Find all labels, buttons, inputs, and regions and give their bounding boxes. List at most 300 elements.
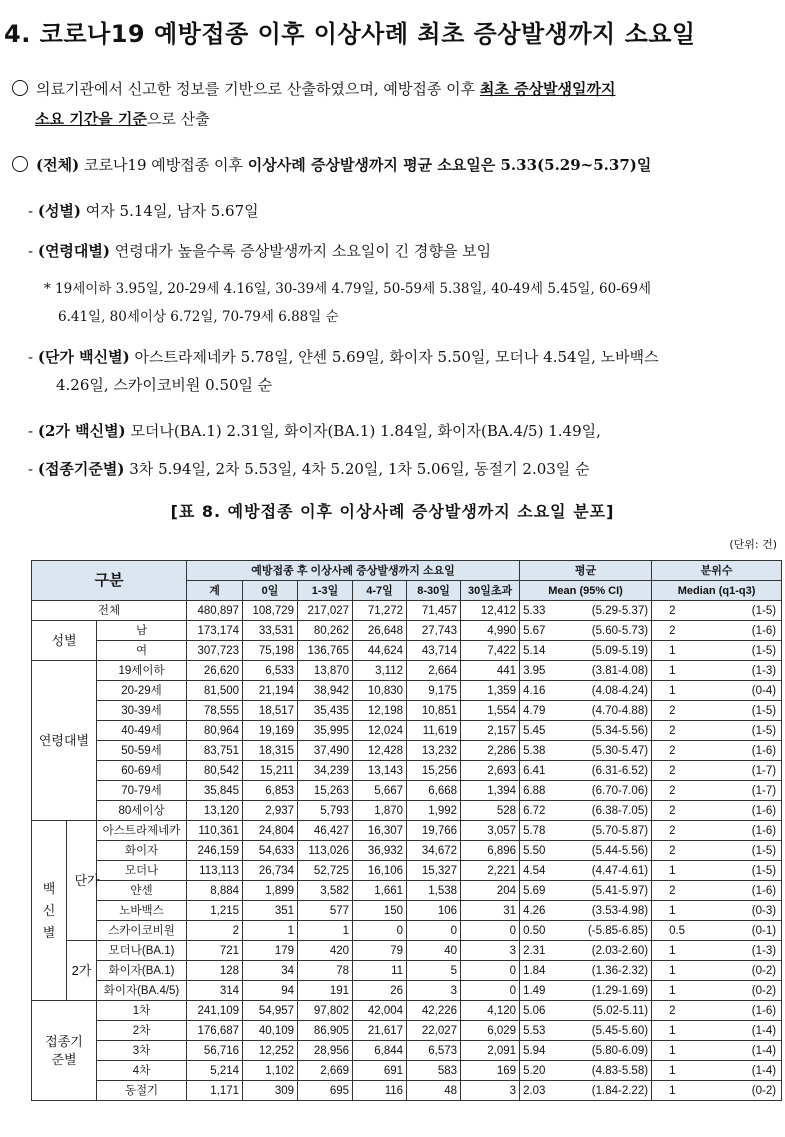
mean-ci-cell — [520, 901, 652, 921]
mean-ci-cell — [520, 1081, 652, 1101]
header-quantile-sub: Median (q1-q3) — [652, 581, 782, 601]
count-cell: 12,412 — [461, 601, 520, 621]
quantile-range: (1-5) — [751, 644, 777, 657]
count-cell: 116 — [353, 1081, 407, 1101]
mean-value: 6.88 — [523, 784, 546, 797]
mean-value: 5.06 — [523, 1004, 546, 1017]
ci-range: (6.31-6.52) — [591, 764, 649, 777]
section-heading: 4. 코로나19 예방접종 이후 이상사례 최초 증상발생까지 소요일 — [4, 20, 696, 48]
count-cell: 2 — [187, 921, 243, 941]
median-value: 2 — [669, 804, 676, 817]
count-cell: 75,198 — [243, 641, 298, 661]
median-quantile-cell — [652, 721, 782, 741]
table-row — [32, 621, 782, 641]
count-cell: 40,109 — [243, 1021, 298, 1041]
intro-emphasis: 최초 증상발생일까지 — [479, 80, 616, 98]
mean-value: 5.94 — [523, 1044, 546, 1057]
count-cell: 35,845 — [187, 781, 243, 801]
mean-ci-cell — [520, 661, 652, 681]
mean-ci-cell — [520, 781, 652, 801]
quantile-range: (1-4) — [751, 1044, 777, 1057]
mean-value: 5.38 — [523, 744, 546, 757]
count-cell: 6,533 — [243, 661, 298, 681]
count-cell: 695 — [298, 1081, 353, 1101]
median-quantile-cell — [652, 601, 782, 621]
table-row — [32, 1081, 782, 1101]
count-cell: 2,937 — [243, 801, 298, 821]
count-cell: 136,765 — [298, 641, 353, 661]
table-row — [32, 781, 782, 801]
bullet-circle-icon — [12, 156, 28, 172]
table-row — [32, 741, 782, 761]
mean-value: 5.69 — [523, 884, 546, 897]
quantile-range: (1-5) — [751, 604, 777, 617]
mean-ci-cell — [520, 1001, 652, 1021]
mean-value: 2.03 — [523, 1084, 546, 1097]
count-cell: 528 — [461, 801, 520, 821]
count-cell: 43,714 — [407, 641, 461, 661]
count-cell: 80,542 — [187, 761, 243, 781]
ci-range: (-5.85-6.85) — [587, 924, 649, 937]
count-cell: 6,668 — [407, 781, 461, 801]
median-quantile-cell — [652, 621, 782, 641]
count-cell: 0 — [461, 921, 520, 941]
count-cell: 79 — [353, 941, 407, 961]
mean-ci-cell — [520, 621, 652, 641]
ci-range: (5.34-5.56) — [591, 724, 649, 737]
count-cell: 13,232 — [407, 741, 461, 761]
median-value: 1 — [669, 944, 676, 957]
count-cell: 106 — [407, 901, 461, 921]
quantile-range: (1-5) — [751, 704, 777, 717]
table-row — [32, 961, 782, 981]
count-cell: 1,215 — [187, 901, 243, 921]
sex-line: - (성별) 여자 5.14일, 남자 5.67일 — [28, 202, 259, 220]
count-cell: 0 — [461, 981, 520, 1001]
median-quantile-cell — [652, 761, 782, 781]
row-label: 20-29세 — [97, 681, 187, 701]
count-cell: 26,734 — [243, 861, 298, 881]
age-note-text-2: 6.41일, 80세이상 6.72일, 70-79세 6.88일 순 — [58, 309, 339, 325]
count-cell: 480,897 — [187, 601, 243, 621]
header-col-1: 0일 — [243, 581, 298, 601]
ci-range: (6.38-7.05) — [591, 804, 649, 817]
count-cell: 15,256 — [407, 761, 461, 781]
median-value: 1 — [669, 684, 676, 697]
table-row — [32, 921, 782, 941]
table-row — [32, 1061, 782, 1081]
count-cell: 150 — [353, 901, 407, 921]
median-value: 2 — [669, 784, 676, 797]
table-row — [32, 801, 782, 821]
count-cell: 314 — [187, 981, 243, 1001]
count-cell: 179 — [243, 941, 298, 961]
count-cell: 721 — [187, 941, 243, 961]
median-quantile-cell — [652, 1081, 782, 1101]
mean-ci-cell — [520, 1021, 652, 1041]
median-value: 1 — [669, 1024, 676, 1037]
ci-range: (1.29-1.69) — [591, 984, 649, 997]
row-label: 50-59세 — [97, 741, 187, 761]
table-row — [32, 761, 782, 781]
count-cell: 13,870 — [298, 661, 353, 681]
median-quantile-cell — [652, 841, 782, 861]
count-cell: 6,896 — [461, 841, 520, 861]
median-quantile-cell — [652, 821, 782, 841]
count-cell: 113,026 — [298, 841, 353, 861]
mean-value: 5.45 — [523, 724, 546, 737]
quantile-range: (1-7) — [751, 784, 777, 797]
mean-value: 5.78 — [523, 824, 546, 837]
mean-ci-cell — [520, 881, 652, 901]
count-cell: 307,723 — [187, 641, 243, 661]
header-col-3: 4-7일 — [353, 581, 407, 601]
count-cell: 83,751 — [187, 741, 243, 761]
table-row — [32, 901, 782, 921]
count-cell: 10,851 — [407, 701, 461, 721]
count-cell: 24,804 — [243, 821, 298, 841]
table-row — [32, 841, 782, 861]
header-col-5: 30일초과 — [461, 581, 520, 601]
count-cell: 173,174 — [187, 621, 243, 641]
count-cell: 1 — [298, 921, 353, 941]
age-line: - (연령대별) 연령대가 높을수록 증상발생까지 소요일이 긴 경향을 보임 — [28, 242, 492, 260]
count-cell: 6,844 — [353, 1041, 407, 1061]
quantile-range: (1-5) — [751, 864, 777, 877]
median-value: 1 — [669, 1044, 676, 1057]
ci-range: (4.83-5.58) — [591, 1064, 649, 1077]
row-label: 화이자(BA.4/5) — [97, 981, 187, 1001]
mean-ci-cell — [520, 921, 652, 941]
median-quantile-cell — [652, 681, 782, 701]
quantile-range: (1-7) — [751, 764, 777, 777]
quantile-range: (0-4) — [751, 684, 777, 697]
quantile-range: (1-6) — [751, 804, 777, 817]
mean-value: 5.14 — [523, 644, 546, 657]
count-cell: 6,573 — [407, 1041, 461, 1061]
ci-range: (5.45-5.60) — [591, 1024, 649, 1037]
row-label: 40-49세 — [97, 721, 187, 741]
count-cell: 13,120 — [187, 801, 243, 821]
mean-value: 2.31 — [523, 944, 546, 957]
count-cell: 16,307 — [353, 821, 407, 841]
intro-text-2: 으로 산출 — [146, 110, 210, 128]
count-cell: 94 — [243, 981, 298, 1001]
sex-label: (성별) — [37, 202, 82, 220]
count-cell: 35,435 — [298, 701, 353, 721]
count-cell: 21,617 — [353, 1021, 407, 1041]
median-value: 1 — [669, 904, 676, 917]
count-cell: 0 — [461, 961, 520, 981]
count-cell: 40 — [407, 941, 461, 961]
median-value: 1 — [669, 984, 676, 997]
row-label: 남 — [97, 621, 187, 641]
table-row — [32, 861, 782, 881]
group-label-mono — [67, 821, 100, 941]
count-cell: 18,517 — [243, 701, 298, 721]
count-cell: 12,252 — [243, 1041, 298, 1061]
ci-range: (1.84-2.22) — [591, 1084, 649, 1097]
age-text: 연령대가 높을수록 증상발생까지 소요일이 긴 경향을 보임 — [110, 242, 492, 260]
ci-range: (5.02-5.11) — [592, 1004, 649, 1017]
count-cell: 12,024 — [353, 721, 407, 741]
count-cell: 15,327 — [407, 861, 461, 881]
median-value: 1 — [669, 864, 676, 877]
count-cell: 1 — [243, 921, 298, 941]
count-cell: 19,766 — [407, 821, 461, 841]
count-cell: 6,029 — [461, 1021, 520, 1041]
count-cell: 309 — [243, 1081, 298, 1101]
mean-value: 6.72 — [523, 804, 546, 817]
count-cell: 7,422 — [461, 641, 520, 661]
row-label: 70-79세 — [97, 781, 187, 801]
median-quantile-cell — [652, 701, 782, 721]
quantile-range: (1-6) — [751, 744, 777, 757]
count-cell: 78,555 — [187, 701, 243, 721]
count-cell: 42,004 — [353, 1001, 407, 1021]
count-cell: 441 — [461, 661, 520, 681]
quantile-range: (1-3) — [751, 664, 777, 677]
mean-ci-cell — [520, 841, 652, 861]
overall-emphasis: 이상사례 증상발생까지 평균 소요일은 5.33(5.29~5.37)일 — [247, 156, 652, 174]
count-cell: 35,995 — [298, 721, 353, 741]
ci-range: (4.70-4.88) — [591, 704, 649, 717]
median-value: 2 — [669, 764, 676, 777]
header-days-span: 예방접종 후 이상사례 증상발생까지 소요일 — [187, 561, 520, 581]
intro-text: 의료기관에서 신고한 정보를 기반으로 산출하였으며, 예방접종 이후 — [36, 80, 480, 98]
mean-ci-cell — [520, 961, 652, 981]
row-label: 동절기 — [97, 1081, 187, 1101]
ci-range: (6.70-7.06) — [591, 784, 649, 797]
count-cell: 44,624 — [353, 641, 407, 661]
group-label-mono-text: 단가 — [74, 872, 100, 888]
row-label: 노바백스 — [97, 901, 187, 921]
count-cell: 3 — [407, 981, 461, 1001]
header-col-0: 계 — [187, 581, 243, 601]
count-cell: 56,716 — [187, 1041, 243, 1061]
table-row — [32, 601, 782, 621]
count-cell: 246,159 — [187, 841, 243, 861]
count-cell: 26,620 — [187, 661, 243, 681]
median-value: 2 — [669, 604, 676, 617]
header-col-2: 1-3일 — [298, 581, 353, 601]
count-cell: 2,286 — [461, 741, 520, 761]
overall-label: (전체) — [36, 156, 80, 174]
count-cell: 38,942 — [298, 681, 353, 701]
count-cell: 37,490 — [298, 741, 353, 761]
row-label: 전체 — [32, 601, 187, 621]
mono-line-2 — [56, 374, 272, 396]
count-cell: 5,667 — [353, 781, 407, 801]
quantile-range: (0-2) — [751, 984, 777, 997]
intro-line-2 — [35, 108, 210, 130]
count-cell: 2,669 — [298, 1061, 353, 1081]
count-cell: 3 — [461, 1081, 520, 1101]
median-quantile-cell — [652, 981, 782, 1001]
unit-note: (단위: 건) — [729, 538, 777, 551]
row-label: 2차 — [97, 1021, 187, 1041]
mean-value: 4.79 — [523, 704, 546, 717]
dose-text: 3차 5.94일, 2차 5.53일, 4차 5.20일, 1차 5.06일, 동절기 2.03일 순 — [124, 460, 590, 478]
mean-ci-cell — [520, 601, 652, 621]
age-note-line-1: * 19세이하 3.95일, 20-29세 4.16일, 30-39세 4.79일, 50-59세 5.38일, 40-49세 5.45일, 60-69세 — [44, 281, 652, 297]
table-row — [32, 681, 782, 701]
table-row — [32, 941, 782, 961]
count-cell: 13,143 — [353, 761, 407, 781]
bullet-circle-icon — [12, 80, 28, 96]
count-cell: 241,109 — [187, 1001, 243, 1021]
count-cell: 217,027 — [298, 601, 353, 621]
count-cell: 577 — [298, 901, 353, 921]
bivalent-label: (2가 백신별) — [37, 422, 126, 440]
count-cell: 191 — [298, 981, 353, 1001]
ci-range: (5.09-5.19) — [591, 644, 649, 657]
row-label: 모더나 — [97, 861, 187, 881]
count-cell: 1,394 — [461, 781, 520, 801]
group-label-dose-text: 접종기준별 — [45, 1033, 83, 1067]
count-cell: 420 — [298, 941, 353, 961]
count-cell: 1,899 — [243, 881, 298, 901]
mean-ci-cell — [520, 761, 652, 781]
count-cell: 27,743 — [407, 621, 461, 641]
mean-value: 0.50 — [523, 924, 546, 937]
median-quantile-cell — [652, 861, 782, 881]
mean-value: 5.67 — [523, 624, 546, 637]
row-label: 모더나(BA.1) — [97, 941, 187, 961]
median-quantile-cell — [652, 661, 782, 681]
mean-ci-cell — [520, 1041, 652, 1061]
table-row — [32, 1001, 782, 1021]
median-quantile-cell — [652, 901, 782, 921]
median-quantile-cell — [652, 741, 782, 761]
sex-text: 여자 5.14일, 남자 5.67일 — [81, 202, 259, 220]
row-label: 60-69세 — [97, 761, 187, 781]
median-value: 0.5 — [669, 924, 686, 937]
mean-value: 4.54 — [523, 864, 546, 877]
row-label: 여 — [97, 641, 187, 661]
mean-ci-cell — [520, 721, 652, 741]
count-cell: 18,315 — [243, 741, 298, 761]
median-quantile-cell — [652, 961, 782, 981]
overall-text: 코로나19 예방접종 이후 — [79, 156, 248, 174]
ci-range: (3.53-4.98) — [591, 904, 649, 917]
mono-line-1: - (단가 백신별) 아스트라제네카 5.78일, 얀센 5.69일, 화이자 5.50일, 모더나 4.54일, 노바백스 — [28, 348, 659, 366]
count-cell: 110,361 — [187, 821, 243, 841]
ci-range: (5.30-5.47) — [591, 744, 649, 757]
count-cell: 4,990 — [461, 621, 520, 641]
quantile-range: (0-3) — [751, 904, 777, 917]
mean-ci-cell — [520, 1061, 652, 1081]
count-cell: 81,500 — [187, 681, 243, 701]
row-label: 1차 — [97, 1001, 187, 1021]
count-cell: 80,262 — [298, 621, 353, 641]
count-cell: 3,057 — [461, 821, 520, 841]
count-cell: 9,175 — [407, 681, 461, 701]
count-cell: 52,725 — [298, 861, 353, 881]
row-label: 스카이코비원 — [97, 921, 187, 941]
count-cell: 8,884 — [187, 881, 243, 901]
age-note-line-2 — [58, 306, 339, 328]
count-cell: 128 — [187, 961, 243, 981]
median-value: 2 — [669, 624, 676, 637]
table-row — [32, 881, 782, 901]
median-value: 1 — [669, 1064, 676, 1077]
age-label: (연령대별) — [37, 242, 110, 260]
median-value: 1 — [669, 644, 676, 657]
median-value: 2 — [669, 724, 676, 737]
ci-range: (3.81-4.08) — [591, 664, 649, 677]
quantile-range: (1-5) — [751, 724, 777, 737]
count-cell: 28,956 — [298, 1041, 353, 1061]
count-cell: 71,272 — [353, 601, 407, 621]
count-cell: 1,661 — [353, 881, 407, 901]
count-cell: 2,091 — [461, 1041, 520, 1061]
median-quantile-cell — [652, 1061, 782, 1081]
mono-label: (단가 백신별) — [37, 348, 130, 366]
quantile-range: (0-2) — [751, 964, 777, 977]
table-row — [32, 701, 782, 721]
count-cell: 46,427 — [298, 821, 353, 841]
count-cell: 0 — [407, 921, 461, 941]
quantile-range: (1-5) — [751, 844, 777, 857]
count-cell: 12,428 — [353, 741, 407, 761]
mean-value: 5.50 — [523, 844, 546, 857]
median-value: 1 — [669, 664, 676, 677]
table-row — [32, 1021, 782, 1041]
median-value: 1 — [669, 964, 676, 977]
mean-value: 6.41 — [523, 764, 546, 777]
count-cell: 34 — [243, 961, 298, 981]
count-cell: 11 — [353, 961, 407, 981]
row-label: 3차 — [97, 1041, 187, 1061]
table-row — [32, 1041, 782, 1061]
table-row — [32, 981, 782, 1001]
mean-value: 1.84 — [523, 964, 546, 977]
group-label-vaccine — [32, 821, 67, 1001]
count-cell: 691 — [353, 1061, 407, 1081]
count-cell: 5,793 — [298, 801, 353, 821]
median-value: 2 — [669, 744, 676, 757]
mean-value: 4.26 — [523, 904, 546, 917]
count-cell: 11,619 — [407, 721, 461, 741]
table-row — [32, 721, 782, 741]
quantile-range: (0-1) — [751, 924, 777, 937]
count-cell: 2,221 — [461, 861, 520, 881]
count-cell: 5,214 — [187, 1061, 243, 1081]
count-cell: 26 — [353, 981, 407, 1001]
ci-range: (5.44-5.56) — [591, 844, 649, 857]
count-cell: 97,802 — [298, 1001, 353, 1021]
ci-range: (5.60-5.73) — [591, 624, 649, 637]
median-quantile-cell — [652, 801, 782, 821]
header-group: 구분 — [32, 561, 187, 601]
count-cell: 583 — [407, 1061, 461, 1081]
median-quantile-cell — [652, 1001, 782, 1021]
row-label: 19세이하 — [97, 661, 187, 681]
quantile-range: (1-4) — [751, 1064, 777, 1077]
mono-text-2: 4.26일, 스카이코비원 0.50일 순 — [56, 376, 273, 394]
count-cell: 15,263 — [298, 781, 353, 801]
row-label: 아스트라제네카 — [97, 821, 187, 841]
mean-ci-cell — [520, 821, 652, 841]
quantile-range: (1-6) — [751, 824, 777, 837]
count-cell: 34,239 — [298, 761, 353, 781]
mean-value: 4.16 — [523, 684, 546, 697]
count-cell: 42,226 — [407, 1001, 461, 1021]
count-cell: 33,531 — [243, 621, 298, 641]
count-cell: 2,664 — [407, 661, 461, 681]
count-cell: 169 — [461, 1061, 520, 1081]
